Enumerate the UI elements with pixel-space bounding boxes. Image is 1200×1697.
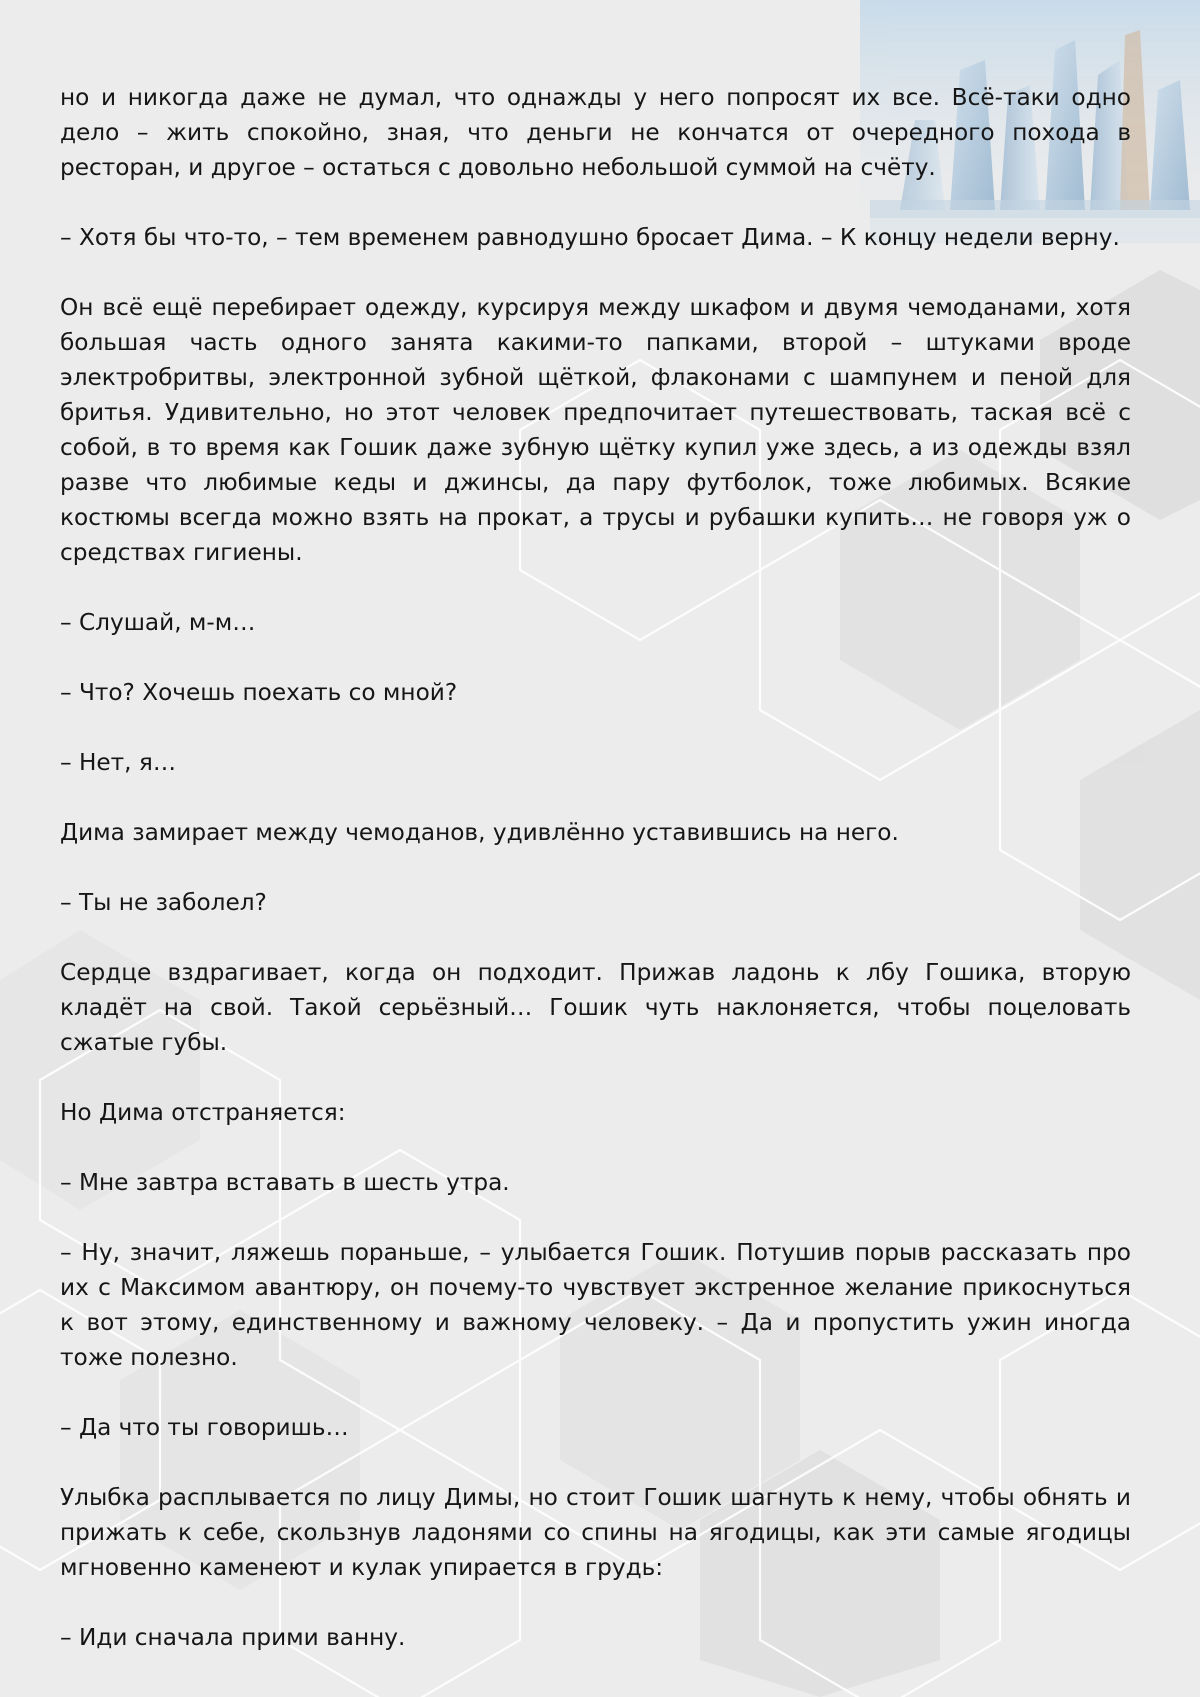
paragraph: Дима замирает между чемоданов, удивлённо уставившись на него.: [60, 819, 899, 846]
paragraph: – Иди сначала прими ванну.: [60, 1624, 406, 1651]
paragraph: Сердце вздрагивает, когда он подходит. Прижав ладонь к лбу Гошика, вторую кладёт на свой. Такой серьёзный… Гошик чуть наклоняется, чтобы поцеловать сжатые губы.: [60, 959, 1131, 1056]
paragraph: – Слушай, м-м…: [60, 609, 256, 636]
paragraph: – Что? Хочешь поехать со мной?: [60, 679, 458, 706]
paragraph: – Мне завтра вставать в шесть утра.: [60, 1169, 510, 1196]
paragraph: но и никогда даже не думал, что однажды у него попросят их все. Всё-таки одно дело – жить спокойно, зная, что деньги не кончатся от очередного похода в ресторан, и другое – остаться с довольно небольшой суммой на счёту.: [60, 84, 1131, 181]
paragraph: – Ну, значит, ляжешь пораньше, – улыбается Гошик. Потушив порыв рассказать про их с Максимом авантюру, он почему-то чувствует экстренное желание прикоснуться к вот этому, единственному и важному человеку. – Да и пропустить ужин иногда тоже полезно.: [60, 1239, 1131, 1371]
paragraph: – Да что ты говоришь…: [60, 1414, 349, 1441]
document-body: [60, 80, 1131, 1690]
paragraph: Он всё ещё перебирает одежду, курсируя между шкафом и двумя чемоданами, хотя большая часть одного занята какими-то папками, второй – штуками вроде электробритвы, электронной зубной щёткой, флаконами с шампунем и пеной для бритья. Удивительно, но этот человек предпочитает путешествовать, таская всё с собой, в то время как Гошик даже зубную щётку купил уже здесь, а из одежды взял разве что любимые кеды и джинсы, да пару футболок, тоже любимых. Всякие костюмы всегда можно взять на прокат, а трусы и рубашки купить… не говоря уж о средствах гигиены.: [60, 294, 1131, 566]
paragraph: – Нет, я…: [60, 749, 177, 776]
paragraph: – Хотя бы что-то, – тем временем равнодушно бросает Дима. – К концу недели верну.: [60, 224, 1120, 251]
paragraph: – Ты не заболел?: [60, 889, 267, 916]
paragraph: Но Дима отстраняется:: [60, 1099, 346, 1126]
paragraph: Улыбка расплывается по лицу Димы, но стоит Гошик шагнуть к нему, чтобы обнять и прижать к себе, скользнув ладонями со спины на ягодицы, как эти самые ягодицы мгновенно каменеют и кулак упирается в грудь:: [60, 1484, 1131, 1581]
